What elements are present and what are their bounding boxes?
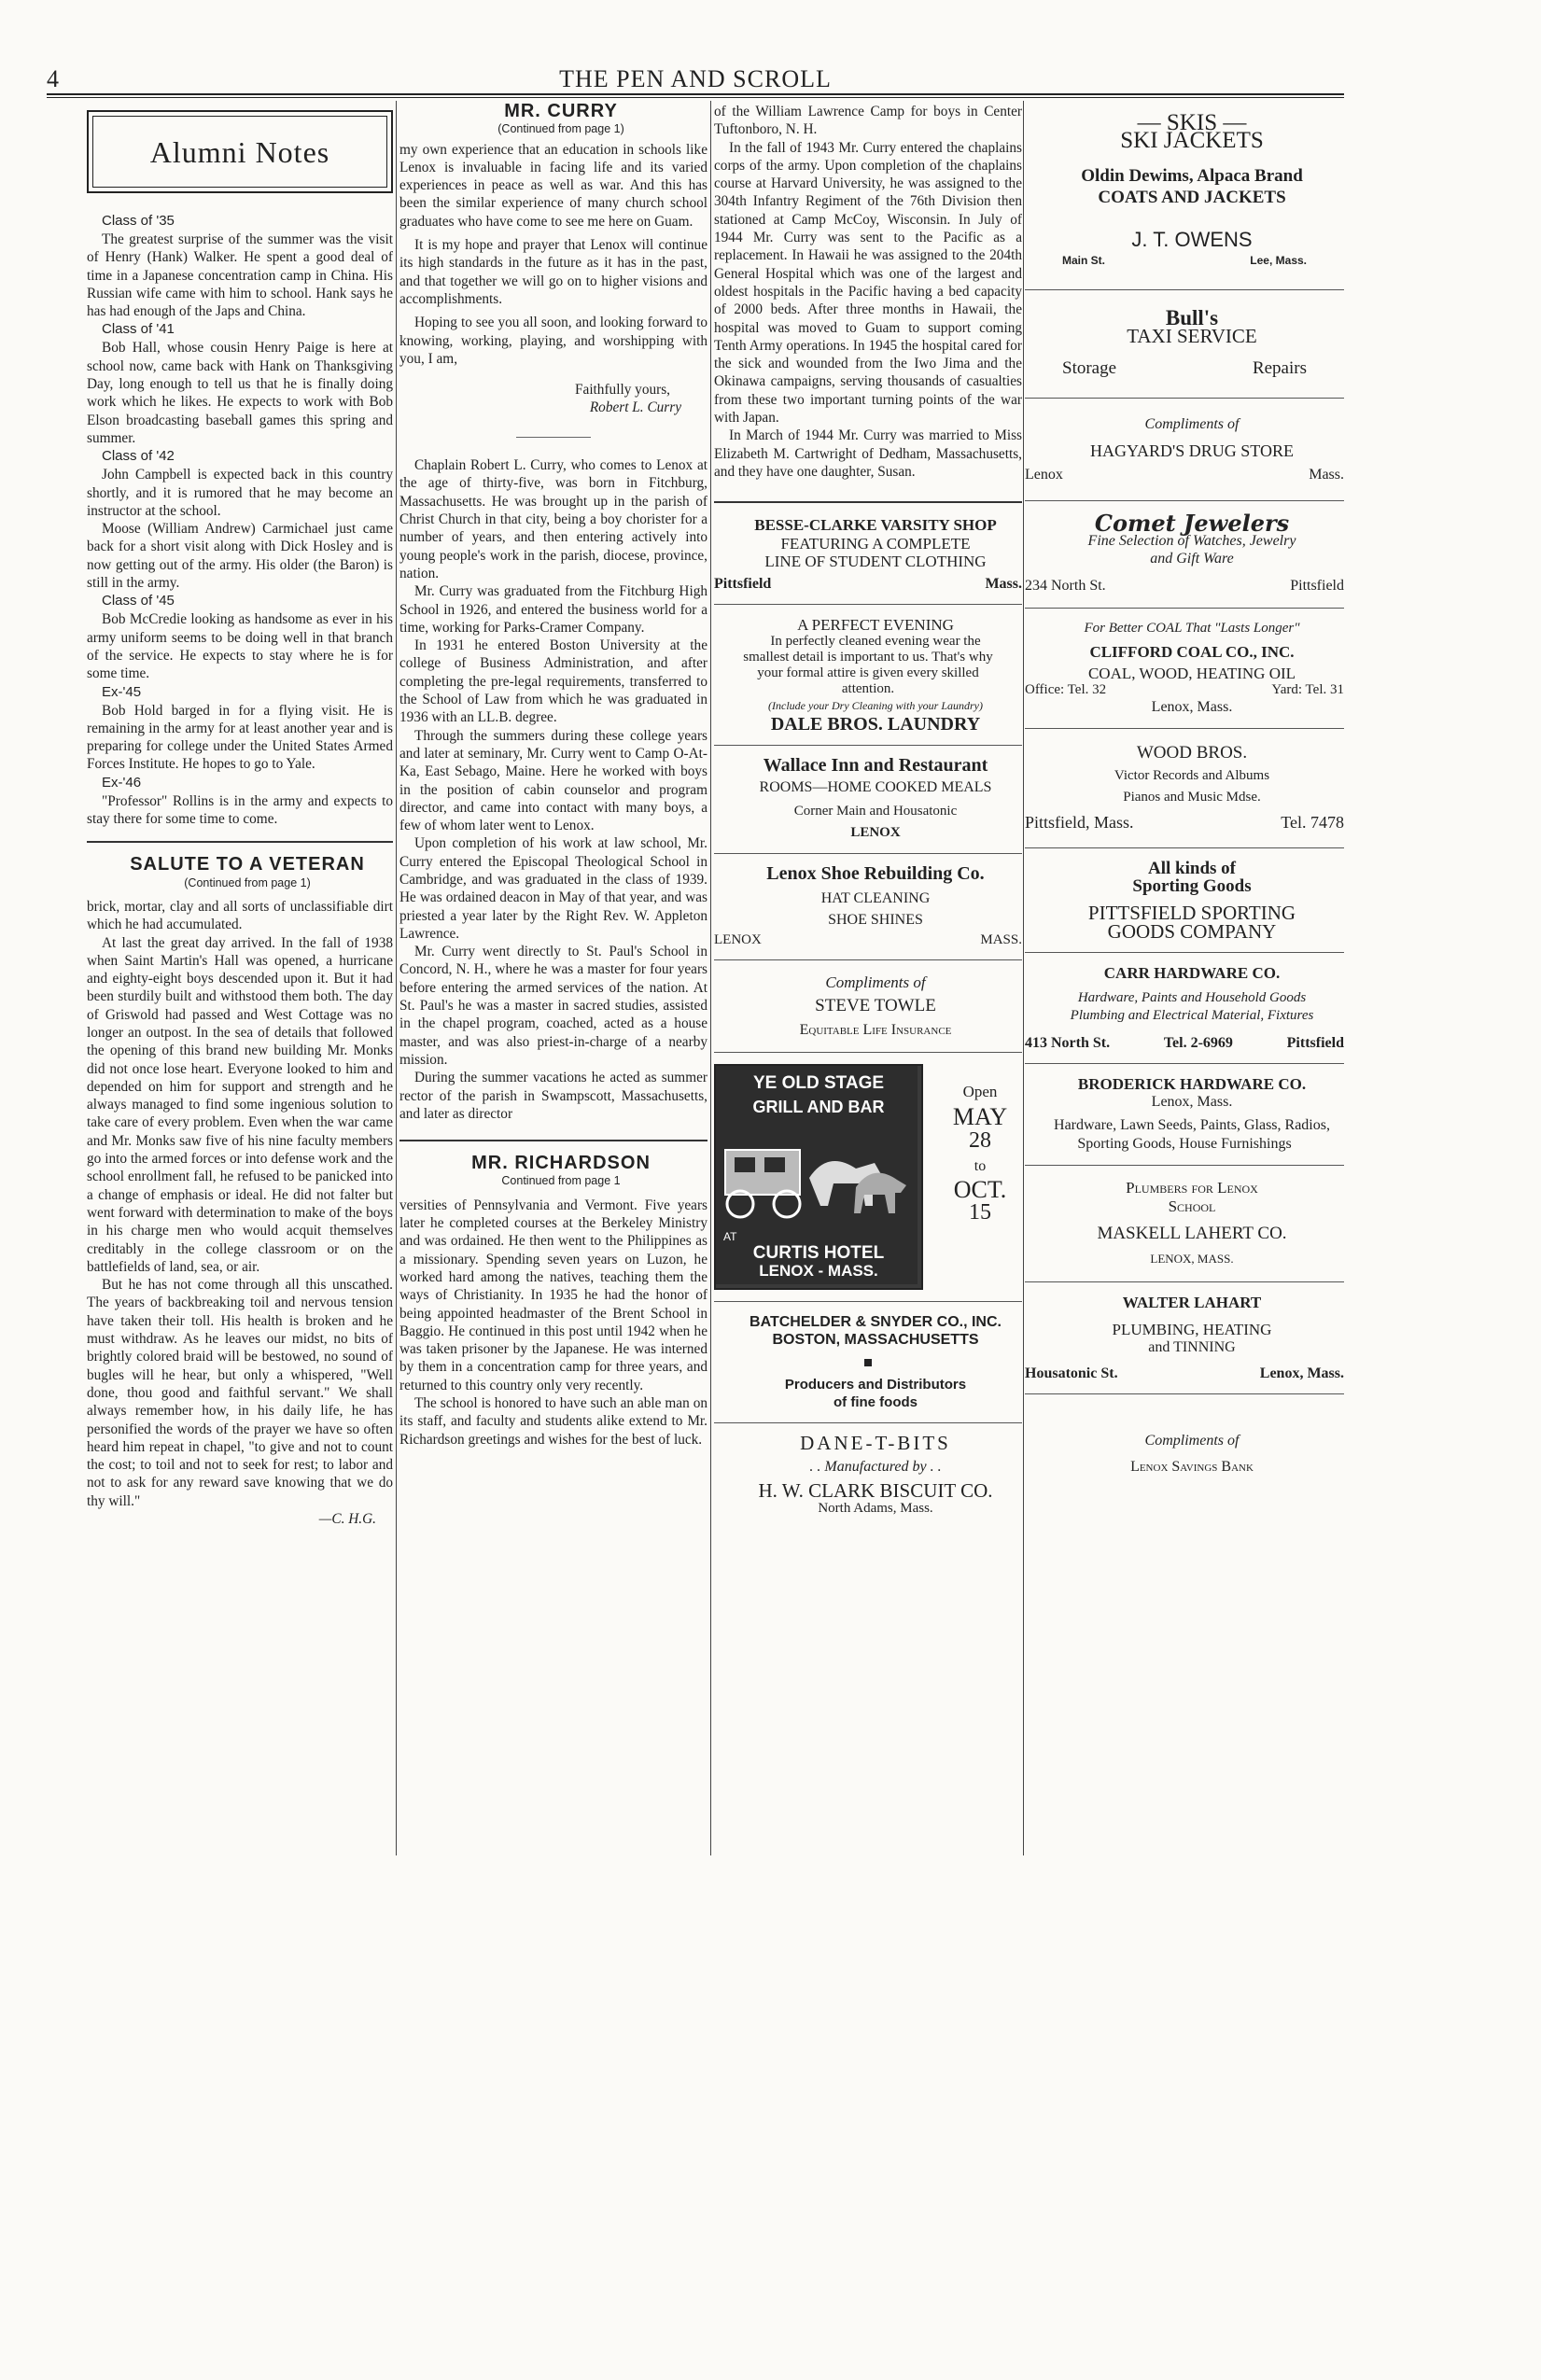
ad-text: BRODERICK HARDWARE CO. [1077,1074,1307,1093]
curry-continued-paragraph: of the William Lawrence Camp for boys in Center Tuftonboro, N. H. [714,104,1022,138]
stage-city: LENOX - MASS. [759,1261,878,1280]
ad-text: Lenox, Mass. [1151,699,1233,716]
veteran-paragraph: brick, mortar, clay and all sorts of unclassifiable dirt which he had accumulated. [87,898,393,933]
richardson-heading: MR. RICHARDSON [471,1153,651,1174]
curry-bio-paragraph: In 1931 he entered Boston University at the college of Business Administration, and after completing the pre-legal requirements, transferred to the School of Law from which he was graduated in 1936 with an LL.B. degree. [399,637,707,726]
class-heading: Class of '35 [102,213,175,229]
ad-text: DALE BROS. LAUNDRY [770,713,981,735]
ad-divider [1025,952,1344,953]
ad-text: PITTSFIELD SPORTING [1087,902,1296,925]
alumni-note-paragraph: Bob McCredie looking as handsome as ever in his army uniform seems to be doing well in that branch of the service. He expects to stay where he is for some time. [87,611,393,682]
column-rule-1 [396,101,397,1855]
ad-divider [714,1301,1022,1302]
ad-divider [1025,847,1344,848]
ad-text: Lenox, Mass. [1259,1365,1344,1382]
ad-divider [1025,398,1344,399]
ad-text: 234 North St. [1025,577,1106,594]
ad-divider [714,745,1022,746]
ad-text: STEVE TOWLE [815,996,936,1016]
class-heading: Class of '42 [102,448,175,465]
ad-old-stage-grill [714,1064,1022,1290]
curry-bio-paragraph: Chaplain Robert L. Curry, who comes to Lenox at the age of thirty-five, was born in Fitchburg, Massachusetts. He was brought up in the parish of Christ Church in that city, being a boy chorister for a number of years, and then entering actively into young people's work in the parish, diocese, province, nation. [399,457,707,581]
ad-text: BESSE-CLARKE VARSITY SHOP [754,516,997,535]
ad-text: HAGYARD'S DRUG STORE [1090,441,1294,461]
veteran-signature: —C. H.G. [318,1511,376,1527]
ad-text: CLIFFORD COAL CO., INC. [1089,642,1295,661]
ad-text: SHOE SHINES [828,911,923,928]
veteran-paragraph: But he has not come through all this unscathed. The years of backbreaking toil and nervous tension have taken their toll. His health is broken and he must withdraw. As he leaves our midst, no bits of brightly colored braid will be bestowed, no sound of bugles will he hear, but only a whispered, "Well done, thou good and faithful servant." We shall always remember how, in his daily life, he has personified the words of the prayer we have so often heard him repeat in chapel, "to give and not to count the cost; to toil and not to seek for rest; to labor and not to ask for any reward save knowing that we do thy will." [87,1277,393,1509]
richardson-continued: Continued from page 1 [501,1174,621,1188]
ad-text: J. T. OWENS [1131,228,1253,252]
alumni-notes [87,212,393,828]
ad-walter-lahart [1025,1294,1344,1383]
column-rule-2 [710,101,711,1855]
ad-dale-bros [714,616,1022,734]
ad-text: Tel. 2-6969 [1163,1034,1233,1051]
richardson-paragraph: versities of Pennsylvania and Vermont. Five years later he completed courses at the Berkeley Ministry and was ordained. He then went to the Philippines as a missionary. Spending seven years on Luzon, he worked hard among the natives, teaching them the ways of Christianity. In 1935 he had the honor of being appointed headmaster of the Brent School in Baggio. He continued in this post until 1942 when he was taken prisoner by the Japanese. He was interned by them in a concentration camp for three years, and returned to this country only very recently. [399,1197,707,1393]
ad-text: Lenox, Mass. [1151,1094,1233,1111]
stage-title: YE OLD STAGE [752,1072,885,1093]
ad-divider [714,853,1022,854]
ad-text: MAY [952,1103,1008,1131]
ad-text: Mass. [1309,466,1344,483]
ad-skis [1025,110,1344,268]
ad-pittsfield-sporting [1025,860,1344,941]
ad-text: Pittsfield [714,576,772,593]
ad-text: SKI JACKETS [1120,128,1264,154]
alumni-note-paragraph: John Campbell is expected back in this country shortly, and it is rumored that he may become an instructor at the school. [87,467,393,519]
ad-text: Pittsfield, Mass. [1025,812,1134,832]
ad-text: Fine Selection of Watches, Jewelry [1087,532,1296,549]
page-header [47,62,1344,93]
ad-text: COAL, WOOD, HEATING OIL [1087,665,1296,683]
newspaper-title: THE PEN AND SCROLL [559,65,832,92]
ad-text: BOSTON, MASSACHUSETTS [772,1332,979,1349]
ad-text: All kinds of [1148,858,1236,878]
column-4 [1025,103,1344,1476]
ad-text: Lee, Mass. [1250,254,1307,268]
ad-text: WALTER LAHART [1122,1293,1262,1311]
ad-divider [1025,1281,1344,1282]
curry-continued-paragraph: In March of 1944 Mr. Curry was married to Miss Elizabeth M. Cartwright of Dedham, Massachusetts, and they have one daughter, Susan. [714,427,1022,480]
ad-text: Compliments of [1144,1433,1240,1449]
alumni-notes-heading: Alumni Notes [92,116,387,188]
ad-text: Tel. 7478 [1281,812,1344,832]
ad-text: and TINNING [1148,1339,1236,1356]
ad-text: to [974,1157,987,1174]
ad-text: Repairs [1252,358,1307,379]
ad-text: Producers and Distributors [784,1376,967,1393]
column-2 [399,103,707,1449]
stage-at: AT [723,1229,737,1243]
ad-text: Housatonic St. [1025,1365,1118,1382]
page-number: 4 [47,65,59,92]
ad-text: GOODS COMPANY [1107,919,1277,943]
ad-text: Lenox [1025,466,1063,483]
ad-text: For Better COAL That "Lasts Longer" [1084,620,1300,636]
ad-text: LENOX [714,932,762,948]
curry-continued-paragraph: In the fall of 1943 Mr. Curry entered the chaplains corps of the army. Upon completion of the chaplains course at Harvard University, he was assigned to the 304th Infantry Regiment of the 76th Division then stationed at Camp McCoy, Wisconsin. In July of 1944 Mr. Curry was sent to the Pacific as a replacement. In Hawaii he was assigned to the 204th General Hospital which was one of the largest and oldest hospitals in the Pacific having a bed capacity of 2000 beds. After three months in Hawaii, the hospital was moved to Guam to support coming Tenth Army operations. In 1945 the hospital cared for the sick and wounded from the Iwo Jima and the Okinawa campaigns, serving thousands of casualties from these two important turning points of the war with Japan. [714,139,1022,427]
ad-text: 28 [969,1127,991,1153]
ad-text: and Gift Ware [1150,551,1234,567]
ad-text: Plumbers for Lenox [1126,1179,1258,1197]
ad-text: CARR HARDWARE CO. [1103,963,1281,982]
ad-broderick-hardware [1025,1075,1344,1155]
alumni-note-paragraph: "Professor" Rollins is in the army and expects to stay there for some time to come. [87,792,393,828]
alumni-note-paragraph: Moose (William Andrew) Carmichael just came back for a short visit along with Dick Hosley and is now getting out of the army. His older (the Baron) is still in the army. [87,521,393,592]
letter-closing: Faithfully yours, [575,382,670,399]
ad-text: Compliments of [1144,416,1240,433]
curry-bio-paragraph: Mr. Curry went directly to St. Paul's School in Concord, N. H., where he was a master for four years before entering the armed services of the nation. At St. Paul's he was a master in sacred studies, assisted in the chapel program, coached, acted as a house master, and was also priest-in-charge of a nearby mission. [399,944,707,1068]
ad-lenox-savings-bank [1025,1432,1344,1476]
ad-besse-clarke [714,516,1022,593]
ad-text: Main St. [1062,254,1106,268]
ad-text: of fine foods [834,1393,918,1410]
veteran-continued: (Continued from page 1) [184,875,311,889]
ad-text: Open [962,1082,998,1100]
ad-divider [1025,1165,1344,1166]
ad-text: Equitable Life Insurance [799,1021,952,1038]
ad-wood-bros [1025,744,1344,833]
ad-text: School [1168,1197,1216,1215]
class-heading: Ex-'45 [102,683,142,700]
ad-text: 15 [969,1200,991,1225]
ad-text: Oldin Dewims, Alpaca Brand [1081,165,1303,186]
ad-text: Sporting Goods [1132,875,1252,896]
ad-text: In perfectly cleaned evening wear the smallest detail is important to us. That's why your formal attire is given every skilled attention. [743,634,993,697]
season-dates [923,1064,1022,1290]
ad-text: Pianos and Music Mdse. [1123,790,1261,805]
section-divider [399,1140,707,1141]
ad-divider [1025,500,1344,501]
ad-text: Pittsfield [1286,1034,1344,1051]
ad-divider [714,1052,1022,1053]
ad-text: WOOD BROS. [1136,742,1248,763]
header-rule-thin [47,97,1344,98]
column-1 [87,103,393,1528]
ad-text: Storage [1062,358,1117,379]
curry-letter-paragraph: my own experience that an education in schools like Lenox is invaluable in facing life and its varied experiences in peace as well as war. And this has been the similar experience of many church school graduates who have come to see me here on Guam. [399,141,707,230]
alumni-note-paragraph: Bob Hall, whose cousin Henry Paige is here at school now, came back with Hank on Thanksgiving Day, long enough to tell us that he is finally doing work which he likes. He expects to work with Bob Elson broadcasting baseball games this spring and summer. [87,340,393,446]
ad-text: Lenox Shoe Rebuilding Co. [766,863,985,885]
ad-wallace-inn [714,757,1022,842]
ad-text: Hardware, Lawn Seeds, Paints, Glass, Radios, Sporting Goods, House Furnishings [1054,1117,1330,1153]
ad-text: Corner Main and Housatonic [793,803,958,819]
curry-continued: (Continued from page 1) [497,122,624,136]
ad-text: North Adams, Mass. [818,1501,933,1517]
ad-divider [1025,1393,1344,1394]
ad-batchelder-snyder [714,1313,1022,1411]
alumni-note-paragraph: The greatest surprise of the summer was the visit of Henry (Hank) Walker. He spent a good deal of time in a Japanese concentration camp in China. His Russian wife came with him to school. Hank says he has had enough of the Japs and China. [87,231,393,320]
ad-hagyard-drug [1025,415,1344,483]
ad-text: Office: Tel. 32 [1025,682,1107,698]
ad-divider [1025,1063,1344,1064]
curry-letter-paragraph: Hoping to see you all soon, and looking forward to knowing, working, playing, and worshipping with you, I am, [399,315,707,367]
ad-text: MASS. [980,932,1022,948]
bullet-square [864,1359,872,1366]
ad-text: COATS AND JACKETS [1098,187,1286,207]
ad-text: Yard: Tel. 31 [1271,682,1344,698]
alumni-note-paragraph: Bob Hold barged in for a flying visit. He is remaining in the army for at least another year and is preparing for college under the United States Armed Forces Institute. He hopes to go to Yale. [87,702,393,773]
ad-text: A PERFECT EVENING [797,616,954,635]
ad-divider [1025,608,1344,609]
ad-carr-hardware [1025,964,1344,1052]
column-3 [714,103,1022,1518]
ad-dane-t-bits [714,1432,1022,1518]
ad-text: HAT CLEANING [820,889,931,906]
ad-divider [714,604,1022,605]
ad-clifford-coal [1025,620,1344,717]
ad-comet-jewelers [1025,509,1344,595]
ad-divider [714,959,1022,960]
ad-text: Wallace Inn and Restaurant [763,755,988,777]
stage-hotel: CURTIS HOTEL [752,1242,885,1263]
ad-text: Hardware, Paints and Household Goods [1077,990,1307,1006]
ad-text: ROOMS—HOME COOKED MEALS [759,779,992,796]
ad-text: Mass. [985,576,1022,593]
richardson-paragraph: The school is honored to have such an able man on its staff, and faculty and students alike extend to Mr. Richardson greetings and wishes for the best of luck. [399,1395,707,1448]
ad-text: OCT. [953,1176,1007,1204]
ad-text: DANE-T-BITS [800,1432,951,1455]
ad-text: Plumbing and Electrical Material, Fixtures [1070,1008,1314,1024]
ad-text: Pittsfield [1290,577,1344,594]
curry-bio-paragraph: Through the summers during these college years and later at seminary, Mr. Curry went to Camp O-At-Ka, East Sebago, Maine. Here he worked with boys in the position of cabin counselor and program director, and came into contact with many boys, a few of whom later went to Lenox. [399,727,707,834]
ad-text: Comet Jewelers [1094,509,1290,537]
ad-divider [714,1422,1022,1423]
class-heading: Class of '41 [102,321,175,338]
ad-text: H. W. CLARK BISCUIT CO. [758,1478,993,1502]
curry-letter-paragraph: It is my hope and prayer that Lenox will continue its high standards in the future as it has in the past, and that together we will go on to higher visions and accomplishments. [399,237,707,307]
section-divider [87,841,393,843]
ad-text: FEATURING A COMPLETE [780,534,971,553]
curry-heading: MR. CURRY [504,103,618,121]
short-divider [516,437,591,438]
ad-text: 413 North St. [1025,1034,1111,1051]
ad-text: TAXI SERVICE [1127,324,1257,347]
curry-bio-paragraph: Mr. Curry was graduated from the Fitchburg High School in 1926, and entered the business world for a time, working for Parks-Cramer Company. [399,583,707,636]
ad-lenox-shoe [714,865,1022,948]
class-heading: Ex-'46 [102,774,142,791]
ad-maskell-lahert [1025,1179,1344,1267]
veteran-heading: SALUTE TO A VETERAN [130,854,365,875]
alumni-notes-heading-box [87,110,393,193]
ad-text: Lenox Savings Bank [1130,1458,1254,1475]
stage-subtitle: GRILL AND BAR [752,1097,885,1116]
ad-text: MASKELL LAHERT CO. [1097,1223,1287,1243]
ad-text: PLUMBING, HEATING [1112,1320,1272,1338]
ad-text: Victor Records and Albums [1114,768,1270,784]
ad-text: BATCHELDER & SNYDER CO., INC. [749,1313,1002,1330]
ad-steve-towle [714,973,1022,1039]
curry-bio-paragraph: During the summer vacations he acted as summer rector of the parish in Swampscott, Massachusetts, and later as director [399,1070,707,1122]
header-rule [47,93,1344,95]
ad-text: — SKIS — [1137,110,1247,135]
ad-text: LINE OF STUDENT CLOTHING [764,552,987,570]
ad-text: (Include your Dry Cleaning with your Laundry) [768,699,983,713]
curry-bio-paragraph: Upon completion of his work at law school, Mr. Curry entered the Episcopal Theological School in Cambridge, and was graduated in the class of 1939. He was ordained deacon in May of that year, and was priested a year later by the Right Rev. W. Appleton Lawrence. [399,835,707,942]
ad-text: Bull's [1165,306,1219,330]
ad-text: Compliments of [825,973,926,992]
ad-bulls-taxi [1025,306,1344,379]
class-heading: Class of '45 [102,593,175,609]
letter-signer: Robert L. Curry [589,399,681,416]
veteran-paragraph: At last the great day arrived. In the fall of 1938 when Saint Martin's Hall was opened, a hurricane and eighty-eight boys descended upon it. But it had been sturdily built and withstood them both. The day of Griswold had passed and West Cottage was no longer an outpost. In the sea of details that followed the opening of this brand new building Mr. Monks did not once lose heart. Everyone looked to him and depended on him for support and strength and he always managed to find some ingenious solution to take care of every problem. Even when the war came and Mr. Monks saw five of his nine faculty members go into the armed forces or into defense work and the school enrollment fall, he refused to be panicked into a change of emphasis or ideal. He did not falter but went forward with determination to make of the boys in his charge men who would acquit themselves creditably in the college classroom or on the battlefields of land, sea, or air. [87,934,393,1275]
ad-divider [1025,289,1344,290]
column-rule-3 [1023,101,1024,1855]
ad-divider [1025,728,1344,729]
ad-text: LENOX [850,824,901,840]
ad-text: LENOX, MASS. [1150,1252,1234,1267]
stagecoach-illustration [714,1064,923,1290]
ad-text: . . Manufactured by . . [809,1459,942,1476]
section-divider [714,501,1022,503]
